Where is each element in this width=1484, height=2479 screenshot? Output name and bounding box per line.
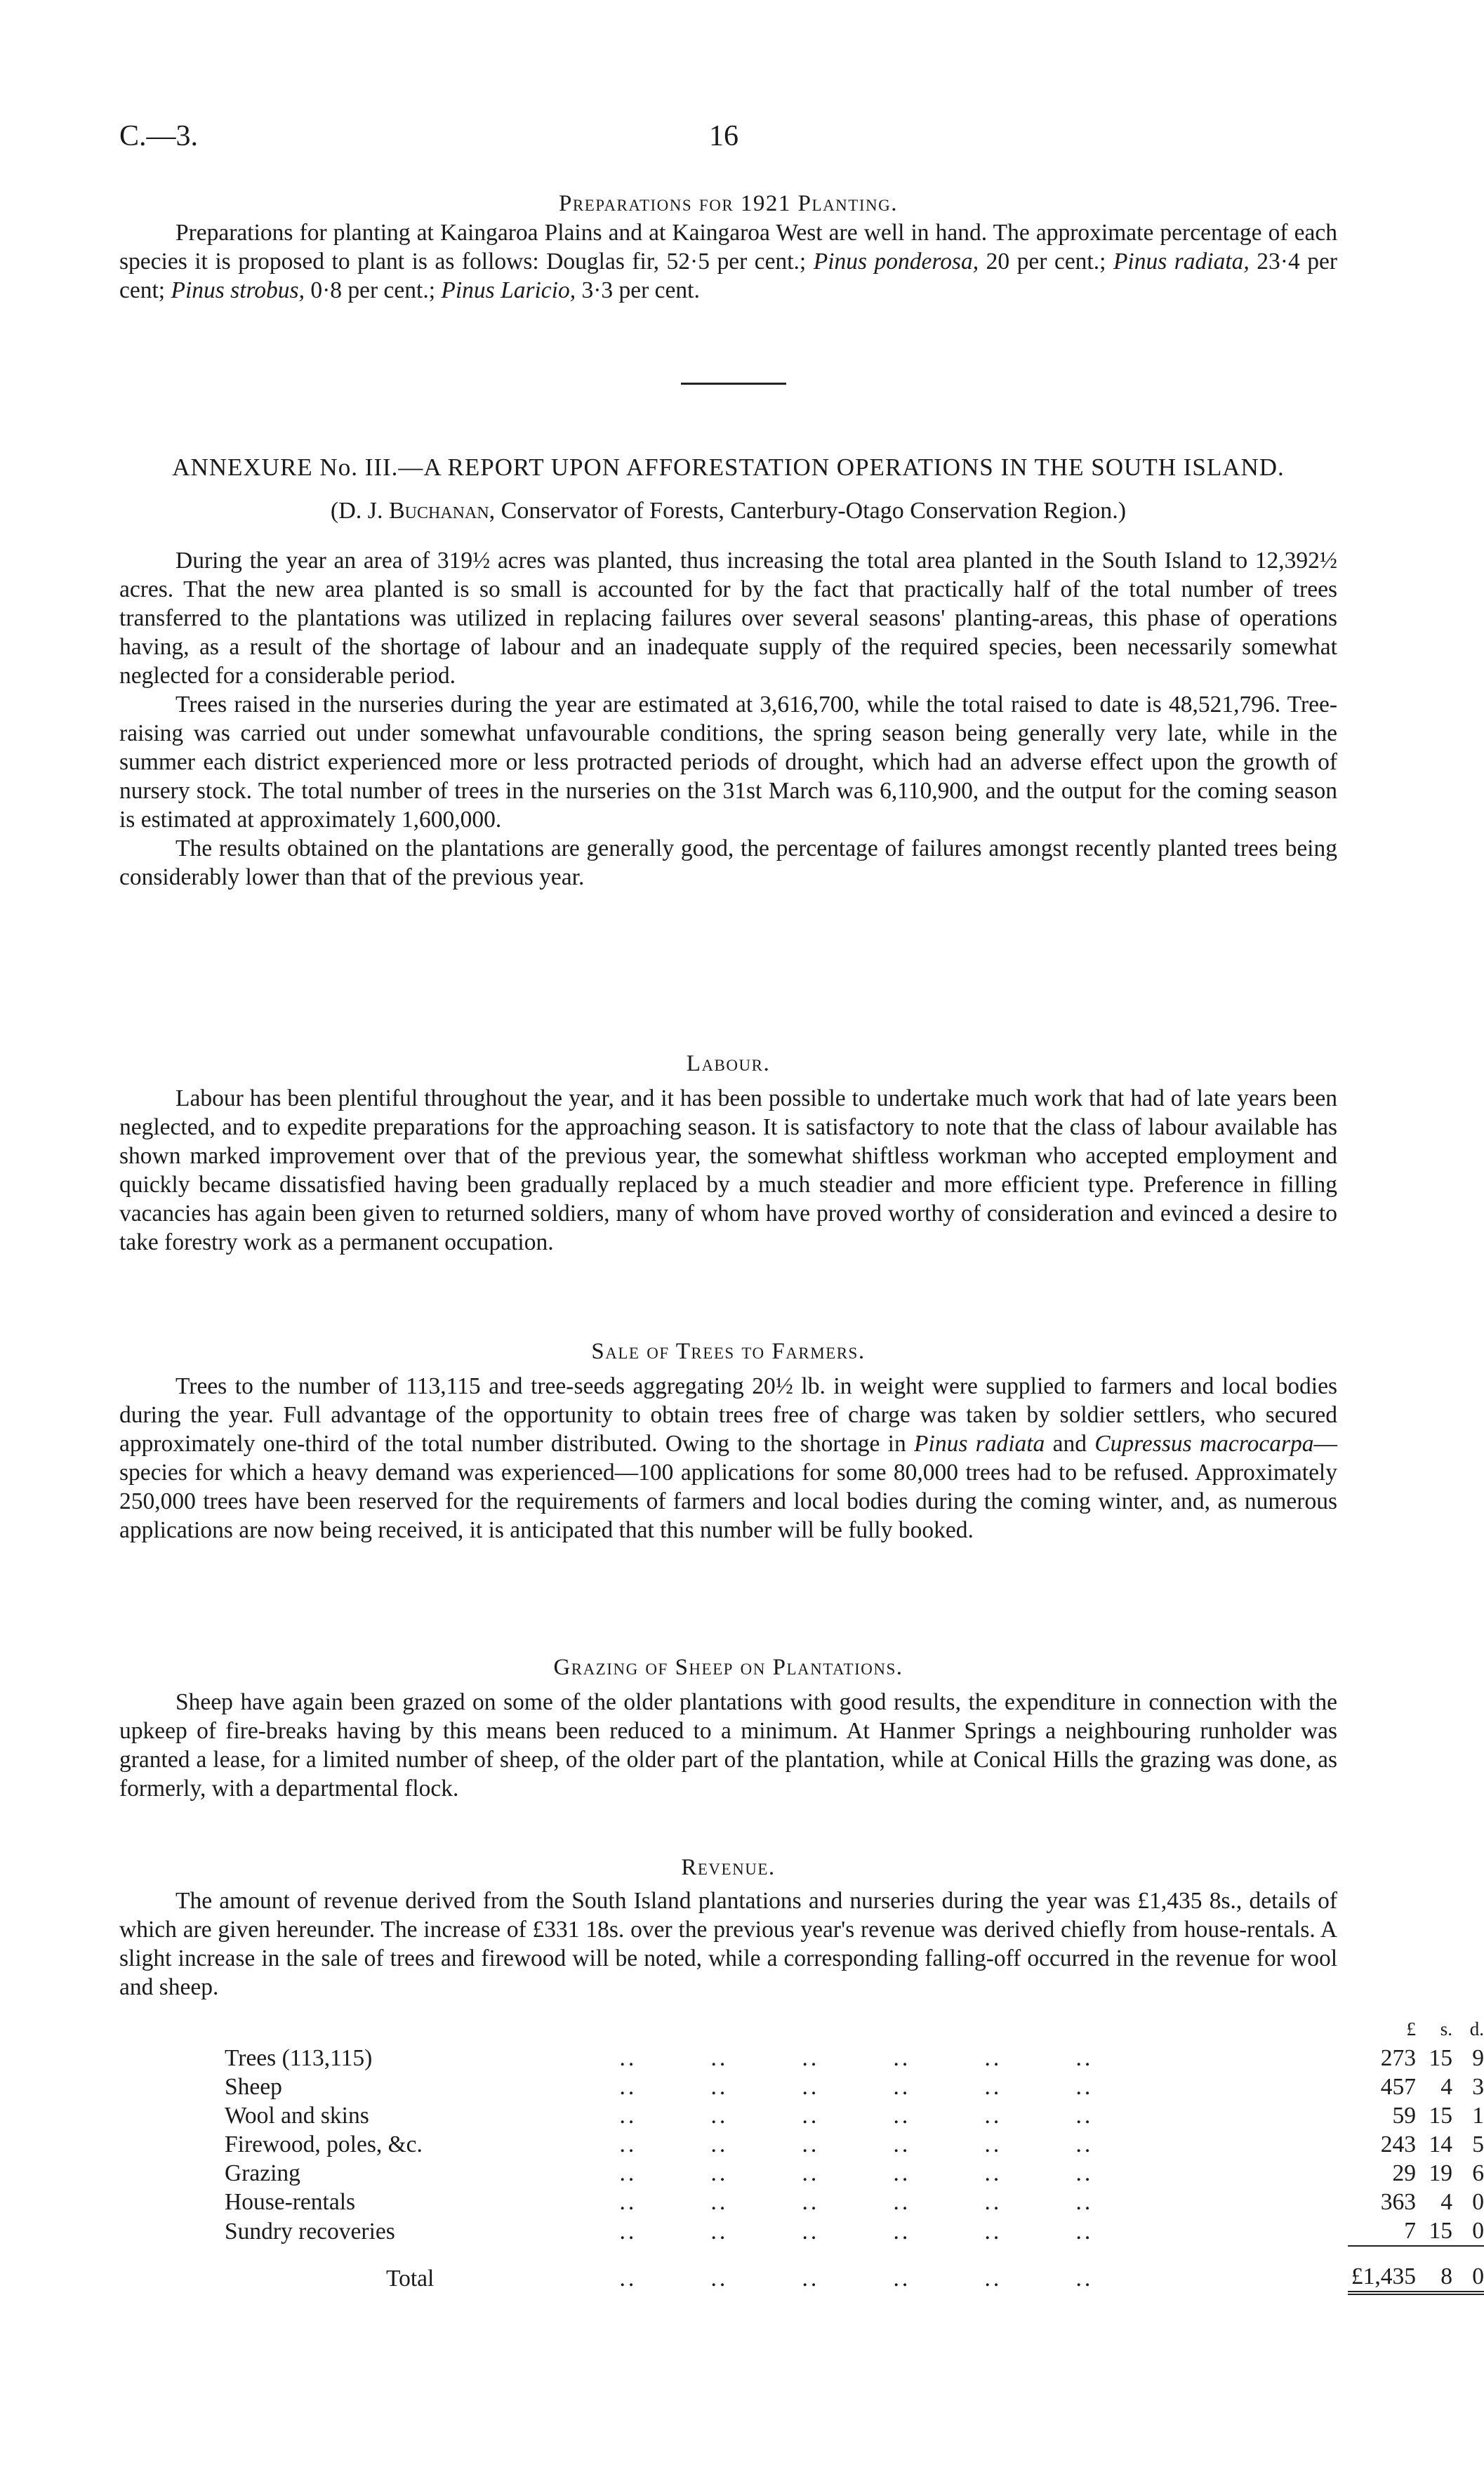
section-annexure bbox=[119, 453, 1337, 892]
section-revenue bbox=[119, 1853, 1337, 2002]
amount-pence: 1 bbox=[1472, 2103, 1484, 2129]
unit-pounds: £ bbox=[1406, 2018, 1416, 2040]
paragraph: Sheep have again been grazed on some of the older plantations with good results, the expenditure in connection with the upkeep of fire-breaks having by this means been reduced to a minimum. At Hanmer Springs a neighbouring runholder was granted a lease, for a limited number of sheep, of the older part of the plantation, while at Conical Hills the grazing was done, as formerly, with a departmental flock. bbox=[119, 1689, 1337, 1802]
author-line: (D. J. Buchanan, Conservator of Forests, Canterbury-Otago Conservation Region.) bbox=[330, 498, 1127, 524]
table-row bbox=[225, 2101, 1484, 2130]
row-label: Sheep bbox=[225, 2074, 282, 2100]
leader-dots: .. .. .. .. .. .. bbox=[619, 2074, 1094, 2100]
total-pounds: £1,435 bbox=[1351, 2263, 1416, 2289]
annexure-title: ANNEXURE No. III.—A REPORT UPON AFFORESTATION OPERATIONS IN THE SOUTH ISLAND. bbox=[172, 454, 1285, 481]
leader-dots: .. .. .. .. .. .. bbox=[619, 2103, 1094, 2129]
amount-pence: 0 bbox=[1472, 2218, 1484, 2244]
amount-shillings: 14 bbox=[1429, 2131, 1452, 2157]
amount-pence: 6 bbox=[1472, 2160, 1484, 2186]
table-row bbox=[225, 2130, 1484, 2159]
unit-pence: d. bbox=[1469, 2018, 1484, 2040]
row-label: Grazing bbox=[225, 2160, 300, 2186]
table-row bbox=[225, 2188, 1484, 2216]
section-heading: Sale of Trees to Farmers. bbox=[591, 1339, 866, 1364]
leader-dots: .. .. .. .. .. .. bbox=[619, 2160, 1094, 2186]
section-preparations-1921 bbox=[119, 190, 1337, 305]
page-number: 16 bbox=[709, 120, 738, 152]
section-sale-of-trees bbox=[119, 1337, 1337, 1545]
section-heading: Preparations for 1921 Planting. bbox=[559, 191, 898, 216]
amount-pounds: 273 bbox=[1380, 2045, 1416, 2071]
leader-dots: .. .. .. .. .. .. bbox=[619, 2045, 1094, 2071]
paragraph: The results obtained on the plantations are generally good, the percentage of failures amongst recently planted trees being considerably lower than that of the previous year. bbox=[119, 835, 1337, 890]
paragraph: Trees raised in the nurseries during the year are estimated at 3,616,700, while the total raised to date is 48,521,796. Tree-raising was carried out under somewhat unfavourable conditions, the spring season being generally very late, while in the summer each district experienced more or less protracted periods of drought, which had an adverse effect upon the growth of nursery stock. The total number of trees in the nurseries on the 31st March was 6,110,900, and the output for the coming season is estimated at approximately 1,600,000. bbox=[119, 692, 1337, 833]
paragraph: During the year an area of 319½ acres was planted, thus increasing the total area planted in the South Island to 12,392½ acres. That the new area planted is so small is accounted for by the fact that practically half of the total number of trees transferred to the plantations was utilized in replacing failures over several seasons' planting-areas, this phase of operations having, as a result of the shortage of labour and an inadequate supply of the required species, been necessarily somewhat neglected for a considerable period. bbox=[119, 548, 1337, 689]
leader-dots: .. .. .. .. .. .. bbox=[619, 2131, 1094, 2157]
total-label: Total bbox=[386, 2266, 435, 2292]
amount-shillings: 15 bbox=[1429, 2218, 1452, 2244]
table-total-row bbox=[225, 2262, 1484, 2293]
row-label: Firewood, poles, &c. bbox=[225, 2131, 423, 2157]
paragraph: The amount of revenue derived from the South Island plantations and nurseries during the year was £1,435 8s., details of which are given hereunder. The increase of £331 18s. over the previous year's revenue was derived chiefly from house-rentals. A slight increase in the sale of trees and firewood will be noted, while a corresponding falling-off occurred in the revenue for wool and sheep. bbox=[119, 1888, 1337, 2000]
amount-pounds: 7 bbox=[1404, 2218, 1416, 2244]
section-grazing bbox=[119, 1653, 1337, 1803]
amount-shillings: 15 bbox=[1429, 2103, 1452, 2129]
paragraph: Preparations for planting at Kaingaroa Plains and at Kaingaroa West are well in hand. The approximate percentage of each species it is proposed to plant is as follows: Douglas fir, 52·5 per cent.; Pinus ponderosa, 20 per cent.; Pinus radiata, 23·4 per cent; Pinus strobus, 0·8 per cent.; Pinus Laricio, 3·3 per cent. bbox=[119, 220, 1337, 303]
table-row bbox=[225, 2073, 1484, 2101]
leader-dots: .. .. .. .. .. .. bbox=[619, 2219, 1094, 2245]
total-pence: 0 bbox=[1472, 2263, 1484, 2289]
leader-dots: .. .. .. .. .. .. bbox=[619, 2189, 1094, 2215]
leader-dots: .. .. .. .. .. .. bbox=[619, 2266, 1094, 2292]
table-row bbox=[225, 2216, 1484, 2246]
document-reference: C.—3. bbox=[119, 120, 199, 152]
amount-pence: 0 bbox=[1472, 2189, 1484, 2215]
table-row bbox=[225, 2159, 1484, 2188]
amount-shillings: 19 bbox=[1429, 2160, 1452, 2186]
table-row bbox=[225, 2044, 1484, 2073]
amount-pence: 9 bbox=[1472, 2045, 1484, 2071]
section-heading: Labour. bbox=[686, 1051, 771, 1076]
amount-pence: 5 bbox=[1472, 2131, 1484, 2157]
amount-shillings: 4 bbox=[1440, 2189, 1452, 2215]
total-shillings: 8 bbox=[1440, 2263, 1452, 2289]
section-heading: Grazing of Sheep on Plantations. bbox=[553, 1655, 903, 1680]
amount-shillings: 4 bbox=[1440, 2074, 1452, 2100]
amount-pounds: 59 bbox=[1392, 2103, 1416, 2129]
revenue-table bbox=[225, 2014, 1484, 2295]
row-label: Trees (113,115) bbox=[225, 2045, 373, 2071]
amount-pounds: 243 bbox=[1380, 2131, 1416, 2157]
row-label: Sundry recoveries bbox=[225, 2219, 395, 2245]
section-labour bbox=[119, 1050, 1337, 1257]
section-heading: Revenue. bbox=[681, 1855, 776, 1880]
table-units-row bbox=[225, 2014, 1484, 2044]
amount-pounds: 29 bbox=[1392, 2160, 1416, 2186]
row-label: Wool and skins bbox=[225, 2103, 369, 2129]
amount-pounds: 457 bbox=[1380, 2074, 1416, 2100]
unit-shillings: s. bbox=[1440, 2018, 1452, 2040]
amount-pounds: 363 bbox=[1380, 2189, 1416, 2215]
paragraph: Labour has been plentiful throughout the year, and it has been possible to undertake much work that had of late years been neglected, and to expedite preparations for the approaching season. It is satisfactory to note that the class of labour available has shown marked improvement over that of the previous year, the somewhat shiftless workman who accepted employment and quickly became dissatisfied having been gradually replaced by a much steadier and more efficient type. Preference in filling vacancies has again been given to returned soldiers, many of whom have proved worthy of consideration and evinced a desire to take forestry work as a permanent occupation. bbox=[119, 1085, 1337, 1255]
amount-pence: 3 bbox=[1472, 2074, 1484, 2100]
paragraph: Trees to the number of 113,115 and tree-seeds aggregating 20½ lb. in weight were supplied to farmers and local bodies during the year. Full advantage of the opportunity to obtain trees free of charge was taken by soldier settlers, who secured approximately one-third of the total number distributed. Owing to the shortage in Pinus radiata and Cupressus macrocarpa— species for which a heavy demand was experienced—100 applications for some 80,000 trees had to be refused. Approximately 250,000 trees have been reserved for the requirements of farmers and local bodies during the coming winter, and, as numerous applications are now being received, it is anticipated that this number will be fully booked. bbox=[119, 1373, 1337, 1543]
amount-shillings: 15 bbox=[1429, 2045, 1452, 2071]
section-divider bbox=[681, 383, 786, 385]
row-label: House-rentals bbox=[225, 2189, 356, 2215]
